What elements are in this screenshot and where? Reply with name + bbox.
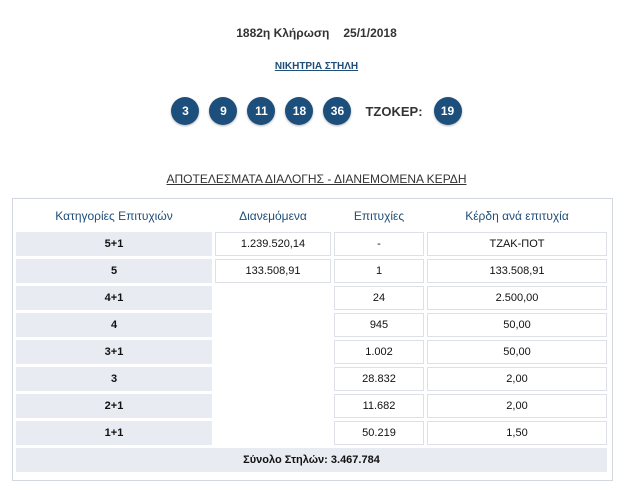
- table-row: [16, 340, 607, 364]
- category-cell: 4: [16, 313, 212, 337]
- header-prize: Κέρδη ανά επιτυχία: [465, 208, 569, 223]
- header-categories: Κατηγορίες Επιτυχιών: [55, 208, 173, 223]
- table-row: [16, 232, 607, 256]
- category-cell: 1+1: [16, 421, 212, 445]
- category-cell: 5+1: [16, 232, 212, 256]
- distributed-cell: 133.508,91: [215, 259, 331, 283]
- table-row: [16, 286, 607, 310]
- distributed-cell-empty: [215, 367, 331, 391]
- winners-cell: 50.219: [334, 421, 424, 445]
- number-ball: 11: [247, 97, 275, 125]
- prize-cell: 2,00: [427, 394, 607, 418]
- table-row: [16, 421, 607, 445]
- number-ball: 9: [209, 97, 237, 125]
- winners-cell: 28.832: [334, 367, 424, 391]
- table-row: [16, 394, 607, 418]
- distributed-cell-empty: [215, 421, 331, 445]
- total-columns: Σύνολο Στηλών: 3.467.784: [16, 448, 607, 472]
- prize-cell: 50,00: [427, 313, 607, 337]
- table-total-row: [16, 448, 607, 472]
- table-row: [16, 259, 607, 283]
- joker-label: ΤΖΟΚΕΡ:: [365, 103, 423, 119]
- table-header-row: [16, 202, 607, 229]
- results-table: [13, 199, 610, 475]
- table-row: [16, 313, 607, 337]
- category-cell: 5: [16, 259, 212, 283]
- distributed-cell-empty: [215, 394, 331, 418]
- results-heading[interactable]: ΑΠΟΤΕΛΕΣΜΑΤΑ ΔΙΑΛΟΓΗΣ - ΔΙΑΝΕΜΟΜΕΝΑ ΚΕΡΔΗ: [166, 172, 467, 186]
- draw-title: [0, 26, 633, 40]
- header-winners: Επιτυχίες: [353, 208, 405, 223]
- winners-cell: -: [334, 232, 424, 256]
- draw-number: 1882η Κλήρωση: [236, 26, 330, 40]
- distributed-cell-empty: [215, 313, 331, 337]
- distributed-cell-empty: [215, 340, 331, 364]
- prize-cell: ΤΖΑΚ-ΠΟΤ: [427, 232, 607, 256]
- header-distributed: Διανεμόμενα: [239, 208, 307, 223]
- winners-cell: 24: [334, 286, 424, 310]
- prize-cell: 2.500,00: [427, 286, 607, 310]
- number-ball: 18: [285, 97, 313, 125]
- prize-cell: 50,00: [427, 340, 607, 364]
- winners-cell: 11.682: [334, 394, 424, 418]
- category-cell: 2+1: [16, 394, 212, 418]
- number-ball: 3: [171, 97, 199, 125]
- category-cell: 3+1: [16, 340, 212, 364]
- draw-date: 25/1/2018: [343, 26, 397, 40]
- joker-ball: 19: [434, 97, 462, 125]
- winning-numbers: [0, 97, 633, 125]
- winners-cell: 1.002: [334, 340, 424, 364]
- table-row: [16, 367, 607, 391]
- category-cell: 3: [16, 367, 212, 391]
- distributed-cell-empty: [215, 286, 331, 310]
- number-ball: 36: [323, 97, 351, 125]
- prize-cell: 133.508,91: [427, 259, 607, 283]
- prize-cell: 1,50: [427, 421, 607, 445]
- results-table-container: [12, 198, 613, 481]
- prize-cell: 2,00: [427, 367, 607, 391]
- category-cell: 4+1: [16, 286, 212, 310]
- winning-column-link[interactable]: ΝΙΚΗΤΡΙΑ ΣΤΗΛΗ: [274, 61, 359, 72]
- winners-cell: 945: [334, 313, 424, 337]
- distributed-cell: 1.239.520,14: [215, 232, 331, 256]
- winners-cell: 1: [334, 259, 424, 283]
